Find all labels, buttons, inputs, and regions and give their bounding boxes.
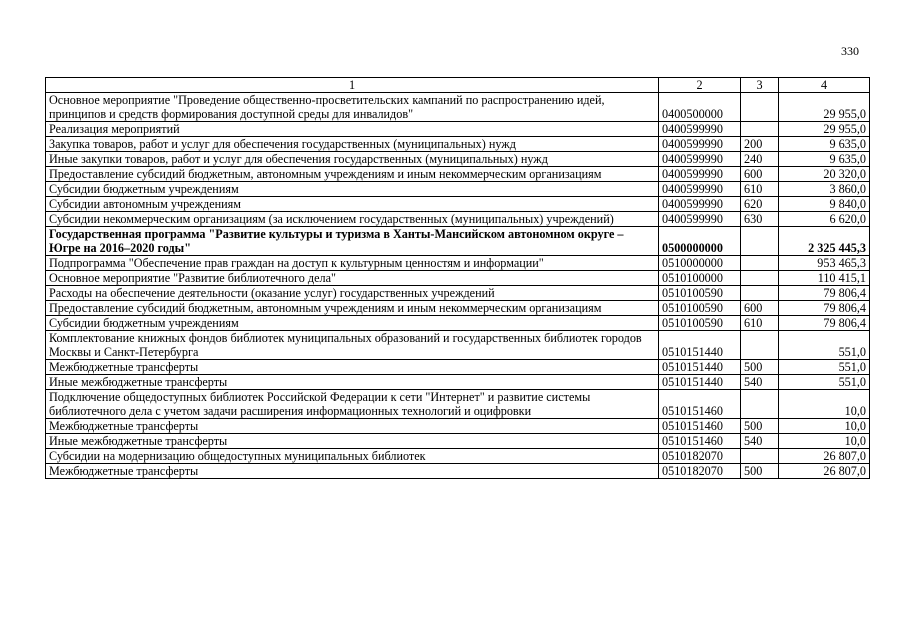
row-amount-cell: 26 807,0 — [779, 464, 870, 479]
row-name-cell: Государственная программа "Развитие культуры и туризма в Ханты-Мансийском автономном округе – Югре на 2016–2020 годы" — [46, 227, 659, 256]
row-expense-type-cell — [741, 227, 779, 256]
row-expense-type-cell: 600 — [741, 167, 779, 182]
row-amount-cell: 29 955,0 — [779, 122, 870, 137]
row-expense-type-cell — [741, 271, 779, 286]
row-expense-type-cell: 500 — [741, 419, 779, 434]
row-amount-cell: 26 807,0 — [779, 449, 870, 464]
row-expense-type-cell: 540 — [741, 434, 779, 449]
row-code-cell: 0510100590 — [659, 286, 741, 301]
row-name-cell: Подключение общедоступных библиотек Российской Федерации к сети "Интернет" и развитие системы библиотечного дела с учетом задачи расширения информационных технологий и оцифровки — [46, 390, 659, 419]
table-row — [46, 122, 870, 137]
row-code-cell: 0510000000 — [659, 256, 741, 271]
header-col-1: 1 — [46, 78, 659, 93]
row-code-cell: 0510151460 — [659, 419, 741, 434]
row-code-cell: 0510182070 — [659, 464, 741, 479]
row-amount-cell: 2 325 445,3 — [779, 227, 870, 256]
row-expense-type-cell — [741, 331, 779, 360]
row-amount-cell: 10,0 — [779, 419, 870, 434]
row-amount-cell: 551,0 — [779, 331, 870, 360]
row-name-cell: Подпрограмма "Обеспечение прав граждан на доступ к культурным ценностям и информации" — [46, 256, 659, 271]
row-expense-type-cell: 620 — [741, 197, 779, 212]
table-row — [46, 137, 870, 152]
row-amount-cell: 110 415,1 — [779, 271, 870, 286]
row-code-cell: 0400599990 — [659, 167, 741, 182]
row-code-cell: 0510151460 — [659, 434, 741, 449]
table-row — [46, 464, 870, 479]
row-expense-type-cell: 630 — [741, 212, 779, 227]
row-amount-cell: 551,0 — [779, 360, 870, 375]
row-code-cell: 0400500000 — [659, 93, 741, 122]
row-name-cell: Субсидии бюджетным учреждениям — [46, 182, 659, 197]
row-code-cell: 0510151440 — [659, 360, 741, 375]
table-row — [46, 152, 870, 167]
page-number: 330 — [841, 44, 859, 58]
row-amount-cell: 551,0 — [779, 375, 870, 390]
row-expense-type-cell: 500 — [741, 464, 779, 479]
row-amount-cell: 10,0 — [779, 390, 870, 419]
table-row — [46, 227, 870, 256]
row-code-cell: 0400599990 — [659, 182, 741, 197]
table-row — [46, 167, 870, 182]
table-row — [46, 93, 870, 122]
row-expense-type-cell: 610 — [741, 316, 779, 331]
row-code-cell: 0400599990 — [659, 152, 741, 167]
row-code-cell: 0510151460 — [659, 390, 741, 419]
table-row — [46, 301, 870, 316]
row-name-cell: Предоставление субсидий бюджетным, автономным учреждениям и иным некоммерческим организациям — [46, 301, 659, 316]
table-row — [46, 375, 870, 390]
row-name-cell: Субсидии некоммерческим организациям (за исключением государственных (муниципальных) учреждений) — [46, 212, 659, 227]
row-name-cell: Предоставление субсидий бюджетным, автономным учреждениям и иным некоммерческим организациям — [46, 167, 659, 182]
row-code-cell: 0510100590 — [659, 301, 741, 316]
table-body — [46, 93, 870, 479]
table-row — [46, 286, 870, 301]
row-expense-type-cell: 610 — [741, 182, 779, 197]
row-code-cell: 0510151440 — [659, 375, 741, 390]
row-expense-type-cell — [741, 256, 779, 271]
table-row — [46, 212, 870, 227]
header-col-3: 3 — [741, 78, 779, 93]
row-code-cell: 0510151440 — [659, 331, 741, 360]
row-expense-type-cell: 500 — [741, 360, 779, 375]
table-row — [46, 271, 870, 286]
row-expense-type-cell — [741, 449, 779, 464]
table-row — [46, 360, 870, 375]
table-row — [46, 256, 870, 271]
budget-table — [45, 77, 870, 479]
table-row — [46, 419, 870, 434]
row-name-cell: Субсидии автономным учреждениям — [46, 197, 659, 212]
row-code-cell: 0400599990 — [659, 122, 741, 137]
row-name-cell: Реализация мероприятий — [46, 122, 659, 137]
table-row — [46, 390, 870, 419]
row-name-cell: Расходы на обеспечение деятельности (оказание услуг) государственных учреждений — [46, 286, 659, 301]
table-row — [46, 316, 870, 331]
row-amount-cell: 20 320,0 — [779, 167, 870, 182]
row-amount-cell: 79 806,4 — [779, 286, 870, 301]
row-expense-type-cell — [741, 390, 779, 419]
row-amount-cell: 3 860,0 — [779, 182, 870, 197]
row-amount-cell: 79 806,4 — [779, 301, 870, 316]
table-row — [46, 434, 870, 449]
row-code-cell: 0510182070 — [659, 449, 741, 464]
row-name-cell: Основное мероприятие "Проведение общественно-просветительских кампаний по распространению идей, принципов и средств формирования доступной среды для инвалидов" — [46, 93, 659, 122]
row-name-cell: Межбюджетные трансферты — [46, 360, 659, 375]
row-name-cell: Иные закупки товаров, работ и услуг для обеспечения государственных (муниципальных) нужд — [46, 152, 659, 167]
row-name-cell: Субсидии на модернизацию общедоступных муниципальных библиотек — [46, 449, 659, 464]
row-code-cell: 0510100000 — [659, 271, 741, 286]
row-name-cell: Субсидии бюджетным учреждениям — [46, 316, 659, 331]
row-expense-type-cell — [741, 286, 779, 301]
row-expense-type-cell: 240 — [741, 152, 779, 167]
row-amount-cell: 6 620,0 — [779, 212, 870, 227]
table-row — [46, 331, 870, 360]
table-row — [46, 182, 870, 197]
header-col-4: 4 — [779, 78, 870, 93]
row-expense-type-cell — [741, 122, 779, 137]
row-amount-cell: 29 955,0 — [779, 93, 870, 122]
row-code-cell: 0510100590 — [659, 316, 741, 331]
row-code-cell: 0400599990 — [659, 137, 741, 152]
table-row — [46, 197, 870, 212]
row-expense-type-cell — [741, 93, 779, 122]
row-name-cell: Закупка товаров, работ и услуг для обеспечения государственных (муниципальных) нужд — [46, 137, 659, 152]
row-name-cell: Иные межбюджетные трансферты — [46, 434, 659, 449]
row-name-cell: Основное мероприятие "Развитие библиотечного дела" — [46, 271, 659, 286]
row-name-cell: Межбюджетные трансферты — [46, 464, 659, 479]
row-amount-cell: 10,0 — [779, 434, 870, 449]
row-amount-cell: 9 635,0 — [779, 152, 870, 167]
row-name-cell: Межбюджетные трансферты — [46, 419, 659, 434]
table-row — [46, 449, 870, 464]
row-expense-type-cell: 200 — [741, 137, 779, 152]
row-amount-cell: 9 840,0 — [779, 197, 870, 212]
header-col-2: 2 — [659, 78, 741, 93]
row-code-cell: 0500000000 — [659, 227, 741, 256]
row-expense-type-cell: 540 — [741, 375, 779, 390]
row-expense-type-cell: 600 — [741, 301, 779, 316]
row-amount-cell: 953 465,3 — [779, 256, 870, 271]
row-name-cell: Комплектование книжных фондов библиотек муниципальных образований и государственных библиотек городов Москвы и Санкт-Петербурга — [46, 331, 659, 360]
row-code-cell: 0400599990 — [659, 197, 741, 212]
row-name-cell: Иные межбюджетные трансферты — [46, 375, 659, 390]
row-amount-cell: 79 806,4 — [779, 316, 870, 331]
table-header-row — [46, 78, 870, 93]
row-amount-cell: 9 635,0 — [779, 137, 870, 152]
row-code-cell: 0400599990 — [659, 212, 741, 227]
